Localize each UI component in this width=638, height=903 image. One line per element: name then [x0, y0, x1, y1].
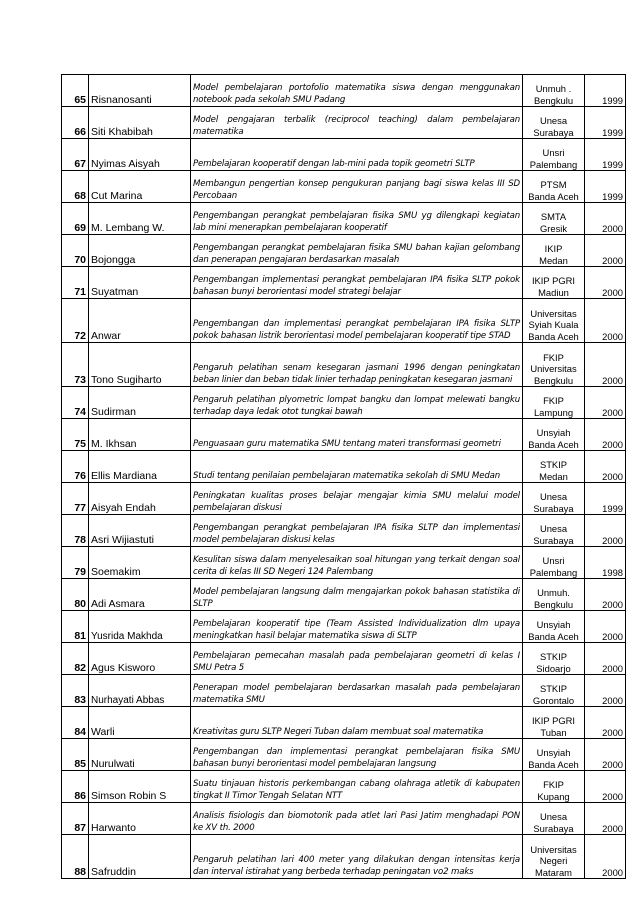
institution	[523, 739, 585, 771]
institution	[523, 387, 585, 419]
table-row	[62, 343, 626, 387]
institution	[523, 643, 585, 675]
row-number: 66	[62, 107, 89, 139]
institution-line: FKIP	[543, 351, 564, 363]
institution-line: Unsyiah	[536, 427, 571, 439]
institution-line: Banda Aceh	[528, 330, 579, 342]
author-name: Cut Marina	[89, 171, 191, 203]
row-number: 68	[62, 171, 89, 203]
row-number: 70	[62, 235, 89, 267]
thesis-title: Analisis fisiologis dan biomotorik pada atlet lari Pasi Jatim menghadapi PON ke XV th. 2000	[191, 803, 523, 835]
institution	[523, 835, 585, 879]
table-row	[62, 387, 626, 419]
institution-line: Unmuh.	[537, 587, 570, 599]
year: 2000	[585, 675, 626, 707]
table-row	[62, 739, 626, 771]
row-number: 78	[62, 515, 89, 547]
institution-line: Unesa	[539, 811, 568, 823]
table-row	[62, 675, 626, 707]
year: 2000	[585, 419, 626, 451]
thesis-title: Peningkatan kualitas proses belajar mengajar kimia SMU melalui model pembelajaran diskusi	[191, 483, 523, 515]
thesis-title: Pengembangan dan implementasi perangkat pembelajaran IPA fisika SLTP pokok bahasan listrik berorientasi model pembelajaran kooperatif tipe STAD	[191, 299, 523, 343]
table-row	[62, 579, 626, 611]
table-body	[62, 75, 626, 879]
institution-line: Universitas	[530, 307, 577, 319]
table-row	[62, 267, 626, 299]
row-number: 73	[62, 343, 89, 387]
table-row	[62, 835, 626, 879]
row-number: 76	[62, 451, 89, 483]
institution	[523, 139, 585, 171]
year: 2000	[585, 803, 626, 835]
row-number: 74	[62, 387, 89, 419]
row-number: 85	[62, 739, 89, 771]
year: 1999	[585, 171, 626, 203]
year: 2000	[585, 643, 626, 675]
institution-line: Banda Aceh	[528, 630, 579, 642]
thesis-title: Membangun pengertian konsep pengukuran panjang bagi siswa kelas III SD Percobaan	[191, 171, 523, 203]
author-name: Adi Asmara	[89, 579, 191, 611]
author-name: Suyatman	[89, 267, 191, 299]
author-name: Safruddin	[89, 835, 191, 879]
row-number: 67	[62, 139, 89, 171]
author-name: Yusrida Makhda	[89, 611, 191, 643]
table-row	[62, 203, 626, 235]
institution-line: Kupang	[537, 790, 570, 802]
row-number: 81	[62, 611, 89, 643]
thesis-title: Pengaruh pelatihan lari 400 meter yang dilakukan dengan intensitas kerja dan interval istirahat yang berbeda terhadap peningatan vo2 maks	[191, 835, 523, 879]
table-row	[62, 299, 626, 343]
author-name: Nurulwati	[89, 739, 191, 771]
institution-line: PTSM	[540, 179, 567, 191]
institution-line: SMTA	[540, 211, 567, 223]
year: 1998	[585, 547, 626, 579]
institution	[523, 515, 585, 547]
institution-line: Gorontalo	[532, 694, 575, 706]
table-row	[62, 483, 626, 515]
year: 2000	[585, 579, 626, 611]
institution-line: Sidoarjo	[536, 662, 571, 674]
institution-line: Unesa	[539, 523, 568, 535]
institution-line: Unesa	[539, 491, 568, 503]
institution	[523, 611, 585, 643]
author-name: M. Lembang W.	[89, 203, 191, 235]
institution-line: Lampung	[533, 406, 574, 418]
institution-line: Universitas	[530, 363, 577, 375]
thesis-title: Pembelajaran kooperatif dengan lab-mini pada topik geometri SLTP	[191, 139, 523, 171]
year: 2000	[585, 611, 626, 643]
thesis-title: Pengembangan dan implementasi perangkat pembelajaran fisika SMU bahasan bunyi berorientasi model pembelajaran langsung	[191, 739, 523, 771]
thesis-title: Model pengajaran terbalik (reciprocol teaching) dalam pembelajaran matematika	[191, 107, 523, 139]
institution-line: Unsyiah	[536, 747, 571, 759]
table-row	[62, 75, 626, 107]
year: 2000	[585, 267, 626, 299]
thesis-title: Pembelajaran pemecahan masalah pada pembelajaran geometri di kelas I SMU Petra 5	[191, 643, 523, 675]
institution	[523, 803, 585, 835]
author-name: Aisyah Endah	[89, 483, 191, 515]
institution	[523, 707, 585, 739]
author-name: Anwar	[89, 299, 191, 343]
institution-line: Madiun	[538, 286, 569, 298]
thesis-title: Kreativitas guru SLTP Negeri Tuban dalam membuat soal matematika	[191, 707, 523, 739]
year: 1999	[585, 107, 626, 139]
year: 1999	[585, 139, 626, 171]
institution-line: Unesa	[539, 115, 568, 127]
institution-line: FKIP	[543, 395, 564, 407]
institution-line: Surabaya	[533, 126, 574, 138]
thesis-title: Pengaruh pelatihan senam kesegaran jasmani 1996 dengan peningkatan beban linier dan beban tidak linier terhadap peningkatan kesegaran jasmani	[191, 343, 523, 387]
row-number: 69	[62, 203, 89, 235]
author-name: Tono Sugiharto	[89, 343, 191, 387]
institution-line: Banda Aceh	[528, 438, 579, 450]
institution-line: Syiah Kuala	[528, 319, 579, 331]
institution-line: IKIP	[544, 243, 563, 255]
table-row	[62, 707, 626, 739]
institution-line: Gresik	[539, 222, 568, 234]
table-row	[62, 235, 626, 267]
table-row	[62, 547, 626, 579]
institution	[523, 267, 585, 299]
institution	[523, 171, 585, 203]
table-row	[62, 171, 626, 203]
institution	[523, 235, 585, 267]
institution	[523, 771, 585, 803]
year: 2000	[585, 299, 626, 343]
institution-line: STKIP	[539, 651, 568, 663]
thesis-title: Pembelajaran kooperatif tipe (Team Assisted Individualization dlm upaya meningkatkan hasil belajar matematika siswa di SLTP	[191, 611, 523, 643]
institution-line: Palembang	[529, 158, 578, 170]
institution	[523, 299, 585, 343]
row-number: 84	[62, 707, 89, 739]
thesis-title: Kesulitan siswa dalam menyelesaikan soal hitungan yang terkait dengan soal cerita di kelas III SD Negeri 124 Palembang	[191, 547, 523, 579]
table-row	[62, 107, 626, 139]
institution-line: Bengkulu	[533, 598, 574, 610]
thesis-table	[61, 74, 626, 879]
author-name: Ellis Mardiana	[89, 451, 191, 483]
row-number: 80	[62, 579, 89, 611]
institution	[523, 203, 585, 235]
institution-line: Unsri	[542, 555, 565, 567]
institution-line: Tuban	[540, 726, 567, 738]
row-number: 65	[62, 75, 89, 107]
row-number: 88	[62, 835, 89, 879]
thesis-title: Penguasaan guru matematika SMU tentang materi transformasi geometri	[191, 419, 523, 451]
thesis-title: Model pembelajaran portofolio matematika siswa dengan menggunakan notebook pada sekolah SMU Padang	[191, 75, 523, 107]
institution	[523, 343, 585, 387]
author-name: Bojongga	[89, 235, 191, 267]
year: 2000	[585, 707, 626, 739]
year: 2000	[585, 451, 626, 483]
row-number: 77	[62, 483, 89, 515]
thesis-title: Pengembangan perangkat pembelajaran fisika SMU bahan kajian gelombang dan penerapan pengajaran berdasarkan masalah	[191, 235, 523, 267]
institution	[523, 675, 585, 707]
year: 2000	[585, 343, 626, 387]
institution-line: Unsyiah	[536, 619, 571, 631]
author-name: Nurhayati Abbas	[89, 675, 191, 707]
institution	[523, 483, 585, 515]
year: 2000	[585, 235, 626, 267]
year: 2000	[585, 203, 626, 235]
table-row	[62, 611, 626, 643]
author-name: Risnanosanti	[89, 75, 191, 107]
thesis-title: Pengembangan perangkat pembelajaran IPA fisika SLTP dan implementasi model pembelajaran diskusi kelas	[191, 515, 523, 547]
author-name: M. Ikhsan	[89, 419, 191, 451]
table-row	[62, 803, 626, 835]
institution-line: Surabaya	[533, 822, 574, 834]
year: 2000	[585, 739, 626, 771]
institution-line: Bengkulu	[533, 94, 574, 106]
institution-line: Unmuh .	[535, 83, 572, 95]
row-number: 79	[62, 547, 89, 579]
institution-line: Medan	[539, 254, 568, 266]
year: 1999	[585, 483, 626, 515]
institution	[523, 547, 585, 579]
author-name: Soemakim	[89, 547, 191, 579]
institution	[523, 451, 585, 483]
institution	[523, 107, 585, 139]
table-row	[62, 643, 626, 675]
institution-line: Mataram	[535, 866, 572, 878]
author-name: Simson Robin S	[89, 771, 191, 803]
author-name: Agus Kisworo	[89, 643, 191, 675]
institution-line: STKIP	[539, 683, 568, 695]
author-name: Siti Khabibah	[89, 107, 191, 139]
institution	[523, 579, 585, 611]
institution-line: Palembang	[529, 566, 578, 578]
year: 1999	[585, 75, 626, 107]
institution-line: IKIP PGRI	[531, 275, 576, 287]
table-row	[62, 771, 626, 803]
institution-line: Negeri	[539, 855, 568, 867]
row-number: 72	[62, 299, 89, 343]
institution-line: Banda Aceh	[528, 758, 579, 770]
institution-line: STKIP	[539, 459, 568, 471]
author-name: Warli	[89, 707, 191, 739]
table-row	[62, 419, 626, 451]
author-name: Asri Wijiastuti	[89, 515, 191, 547]
thesis-title: Studi tentang penilaian pembelajaran matematika sekolah di SMU Medan	[191, 451, 523, 483]
institution-line: Bengkulu	[533, 374, 574, 386]
institution-line: IKIP PGRI	[531, 715, 576, 727]
institution-line: Surabaya	[533, 534, 574, 546]
thesis-title: Pengaruh pelatihan plyometric lompat bangku dan lompat melewati bangku terhadap daya ledak otot tungkai bawah	[191, 387, 523, 419]
table-row	[62, 515, 626, 547]
institution-line: Surabaya	[533, 502, 574, 514]
table-row	[62, 451, 626, 483]
row-number: 86	[62, 771, 89, 803]
author-name: Nyimas Aisyah	[89, 139, 191, 171]
institution-line: Banda Aceh	[528, 190, 579, 202]
year: 2000	[585, 515, 626, 547]
row-number: 71	[62, 267, 89, 299]
table-row	[62, 139, 626, 171]
institution-line: FKIP	[543, 779, 564, 791]
row-number: 82	[62, 643, 89, 675]
thesis-title: Pengembangan implementasi perangkat pembelajaran IPA fisika SLTP pokok bahasan bunyi berorientasi model strategi belajar	[191, 267, 523, 299]
row-number: 83	[62, 675, 89, 707]
author-name: Sudirman	[89, 387, 191, 419]
institution	[523, 75, 585, 107]
year: 2000	[585, 771, 626, 803]
institution-line: Unsri	[542, 147, 565, 159]
row-number: 87	[62, 803, 89, 835]
year: 2000	[585, 387, 626, 419]
thesis-title: Suatu tinjauan historis perkembangan cabang olahraga atletik di kabupaten tingkat II Timor Tengah Selatan NTT	[191, 771, 523, 803]
thesis-title: Penerapan model pembelajaran berdasarkan masalah pada pembelajaran matematika SMU	[191, 675, 523, 707]
thesis-title: Pengembangan perangkat pembelajaran fisika SMU yg dilengkapi kegiatan lab mini menerapkan pembelajaran kooperatif	[191, 203, 523, 235]
author-name: Harwanto	[89, 803, 191, 835]
institution	[523, 419, 585, 451]
thesis-title: Model pembelajaran langsung dalm mengajarkan pokok bahasan statistika di SLTP	[191, 579, 523, 611]
institution-line: Medan	[539, 470, 568, 482]
institution-line: Universitas	[530, 843, 577, 855]
year: 2000	[585, 835, 626, 879]
row-number: 75	[62, 419, 89, 451]
